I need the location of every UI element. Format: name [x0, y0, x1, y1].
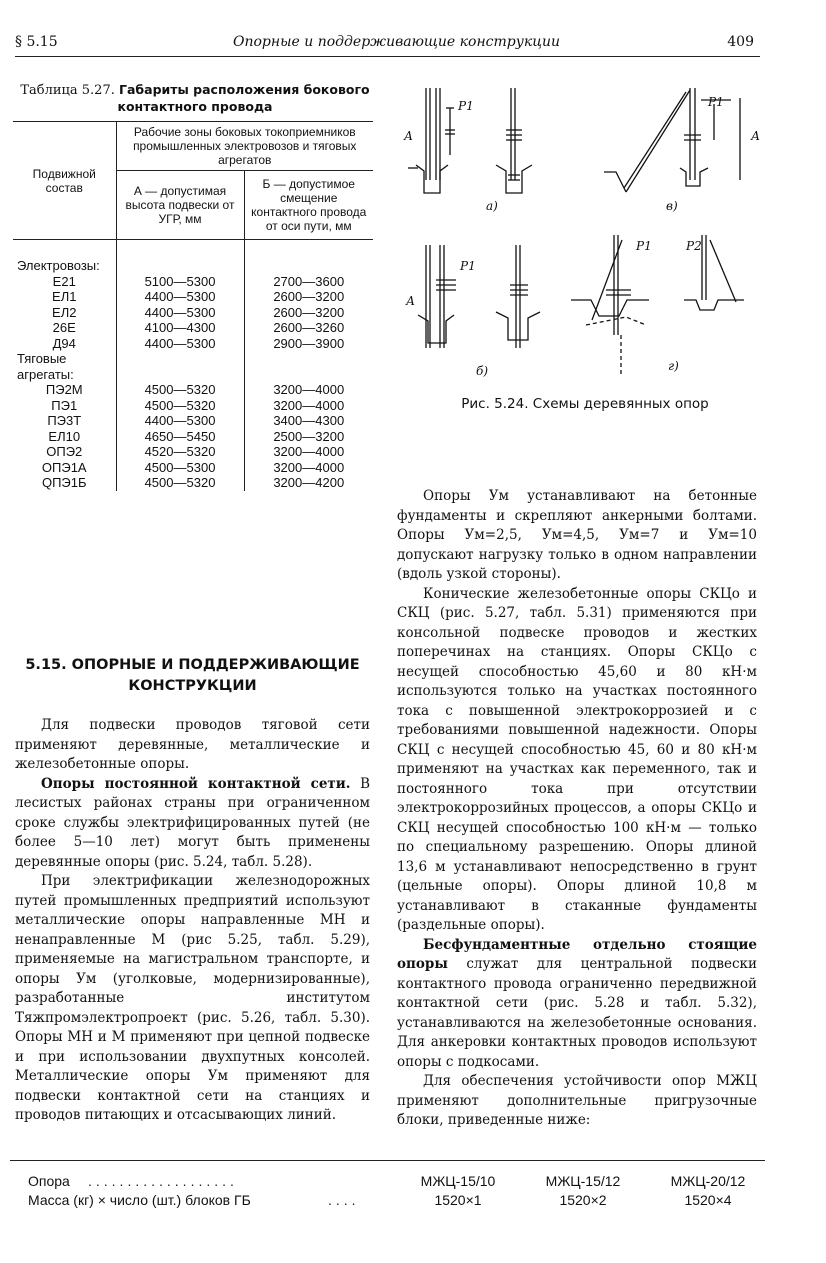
table-row: [13, 274, 373, 290]
cell-vehicle: Е21: [52, 273, 76, 289]
table-caption-prefix: Таблица 5.27.: [20, 83, 115, 98]
paragraph: [397, 936, 757, 1073]
running-title: Опорные и поддерживающие конструкции: [233, 34, 561, 50]
paragraph: [15, 775, 370, 873]
paragraph-bold-lead: Бесфундаментные отдельно стоящие опоры: [397, 936, 757, 972]
col-name-1: МЖЦ-15/10: [420, 1173, 496, 1189]
pole-diagram-g: [571, 235, 744, 375]
cell-vehicle: ЕЛ10: [48, 428, 81, 444]
cell-offset-b: 3200—4000: [244, 460, 373, 476]
cell-height-a: 4500—5300: [116, 460, 244, 476]
col-value-3: 1520×4: [684, 1192, 732, 1208]
cell-offset-b: 3400—4300: [244, 413, 373, 429]
table-row: [13, 413, 373, 429]
paragraph: Для обеспечения устойчивости опор МЖЦ применяют дополнительные пригрузочные блоки, приведенные ниже:: [397, 1073, 757, 1128]
cell-vehicle: 26Е: [52, 320, 76, 335]
label-v: в): [666, 199, 678, 213]
cell-vehicle: ПЭ2М: [45, 382, 83, 397]
cell-offset-b: 3200—4000: [244, 444, 373, 460]
col-header-vehicle: Подвижной состав: [13, 122, 116, 240]
col-header-group: Рабочие зоны боковых токоприемников промышленных электровозов и тяговых агрегатов: [116, 122, 373, 171]
col-name-3: МЖЦ-20/12: [670, 1173, 746, 1189]
cell-vehicle: QПЭ1Б: [41, 475, 87, 490]
group-label-traction: Тяговые агрегаты:: [17, 351, 74, 382]
cell-vehicle: Д94: [52, 335, 76, 351]
cell-height-a: 4100—4300: [116, 320, 244, 336]
table-5-27: [13, 121, 373, 491]
label-g: г): [668, 359, 679, 373]
col-value-2: 1520×2: [559, 1192, 607, 1208]
row-label-mass: Масса (кг) × число (шт.) блоков ГБ: [28, 1192, 251, 1208]
cell-height-a: 4500—5320: [116, 398, 244, 414]
cell-offset-b: 3200—4000: [244, 382, 373, 398]
cell-height-a: 4650—5450: [116, 429, 244, 445]
cell-height-a: 4500—5320: [116, 475, 244, 491]
label-p1-b: P1: [460, 259, 476, 273]
label-A-b: А: [406, 294, 416, 308]
label-p2-g: P2: [686, 239, 702, 253]
col-header-b: Б — допустимое смещение контактного провода от оси пути, мм: [244, 171, 373, 240]
table-row: [13, 320, 373, 336]
cell-offset-b: 2500—3200: [244, 429, 373, 445]
cell-offset-b: 2600—3200: [244, 305, 373, 321]
page-header: [15, 32, 760, 57]
label-p1-g: P1: [636, 239, 652, 253]
cell-vehicle: ПЭ1: [51, 397, 78, 413]
cell-height-a: 4400—5300: [116, 413, 244, 429]
ballast-blocks-table: [10, 1160, 765, 1213]
right-column: [397, 487, 757, 1131]
cell-vehicle: ОПЭ2: [46, 444, 83, 459]
label-b: б): [476, 364, 489, 378]
table-row: [13, 398, 373, 414]
cell-height-a: 4400—5300: [116, 289, 244, 305]
paragraph-bold-lead: Опоры постоянной контактной сети.: [41, 775, 351, 792]
page-number: 409: [727, 34, 754, 50]
leader-dots: ...................: [88, 1173, 238, 1189]
left-column: [15, 716, 370, 1126]
table-row: [13, 336, 373, 352]
cell-height-a: 4400—5300: [116, 336, 244, 352]
cell-vehicle: ПЭ3Т: [47, 413, 82, 428]
paragraph: Конические железобетонные опоры СКЦо и СКЦ (рис. 5.27, табл. 5.31) применяются при консольной подвеске проводов и жестких поперечинах на станциях. Опоры СКЦо с несущей способностью 45,60 и 80 кН·м используются только на участках постоянного тока с повышенной электрокоррозией и с требованиями повышенной надежности. Опоры СКЦ с несущей способностью 45, 60 и 80 кН·м применяют на участках как переменного, так и постоянного тока при отсутствии электрокоррозийных процессов, а опоры СКЦо и СКЦ несущей способностью 100 кН·м — только по специальному разрешению. Опоры длиной 13,6 м устанавливают непосредственно в грунт (цельные опоры). Опоры длиной 10,8 м устанавливают в стаканные фундаменты (раздельные опоры).: [397, 585, 757, 933]
col-value-1: 1520×1: [434, 1192, 482, 1208]
cell-height-a: 4400—5300: [116, 305, 244, 321]
cell-offset-b: 2900—3900: [244, 336, 373, 352]
cell-offset-b: 2600—3200: [244, 289, 373, 305]
paragraph: При электрификации железнодорожных путей промышленных предприятий используют металлические опоры направленные МН и ненаправленные М (рис 5.25, табл. 5.29), применяемые на магистральном транспорте, и опоры Ум (уголковые, модернизированные), разработанные институтом Тяжпромэлектропроект (рис. 5.26, табл. 5.30). Опоры МН и М применяют при цепной подвеске и при использовании двухпутных консолей. Металлические опоры Ум применяют для подвески контактной сети на станциях и проводов питающих и отсасывающих линий.: [15, 873, 370, 1123]
table-row: [13, 475, 373, 491]
group-label-electric: Электровозы:: [17, 258, 100, 273]
cell-offset-b: 3200—4200: [244, 475, 373, 491]
cell-vehicle: ЕЛ2: [52, 304, 77, 320]
label-A-v: А: [751, 129, 761, 143]
table-row: [13, 429, 373, 445]
paragraph: Для подвески проводов тяговой сети применяют деревянные, металлические и железобетонные опоры.: [15, 717, 370, 772]
paragraph-text: В лесистых районах страны при ограниченном сроке службы электрифицированных путей (не более 5—10 лет) могут быть применены деревянные опоры (рис. 5.24, табл. 5.28).: [15, 775, 370, 870]
label-p1-a: P1: [458, 99, 474, 113]
figure-caption: Рис. 5.24. Схемы деревянных опор: [461, 396, 709, 412]
table-row: [13, 382, 373, 398]
col-name-2: МЖЦ-15/12: [545, 1173, 621, 1189]
col-header-a: А — допустимая высота подвески от УГР, мм: [116, 171, 244, 240]
table-caption-title: Габариты расположения бокового контактного провода: [117, 82, 370, 114]
cell-vehicle: ЕЛ1: [52, 289, 77, 304]
cell-height-a: 4520—5320: [116, 444, 244, 460]
cell-offset-b: 3200—4000: [244, 398, 373, 414]
table-row: [13, 444, 373, 460]
cell-height-a: 5100—5300: [116, 274, 244, 290]
label-p1-v: P1: [708, 95, 724, 109]
table-caption: [20, 82, 370, 116]
leader-dots: ....: [328, 1192, 360, 1208]
table-row: [13, 289, 373, 305]
label-a: а): [486, 199, 498, 213]
pole-diagram-b: [418, 245, 540, 348]
cell-height-a: 4500—5320: [116, 382, 244, 398]
table-row: [13, 460, 373, 476]
table-row: [13, 305, 373, 321]
figure-wooden-poles: [396, 80, 774, 380]
section-heading: 5.15. ОПОРНЫЕ И ПОДДЕРЖИВАЮЩИЕ КОНСТРУКЦИИ: [25, 657, 360, 694]
label-A-a: А: [404, 129, 414, 143]
section-number: § 5.15: [15, 34, 58, 50]
paragraph-text: служат для центральной подвески контактного провода ограниченно передвижной контактной сети (рис. 5.28 и табл. 5.32), устанавливаются на железобетонные основания. Для анкеровки контактных проводов используют опоры с подкосами.: [397, 956, 757, 1070]
cell-offset-b: 2700—3600: [244, 274, 373, 290]
row-label-pole: Опора: [28, 1173, 70, 1189]
paragraph: Опоры Ум устанавливают на бетонные фундаменты и скрепляют анкерными болтами. Опоры Ум=2,5, Ум=4,5, Ум=7 и Ум=10 допускают нагрузку только в одном направлении (вдоль узкой стороны).: [397, 488, 757, 582]
cell-offset-b: 2600—3260: [244, 320, 373, 336]
cell-vehicle: ОПЭ1А: [41, 459, 87, 475]
